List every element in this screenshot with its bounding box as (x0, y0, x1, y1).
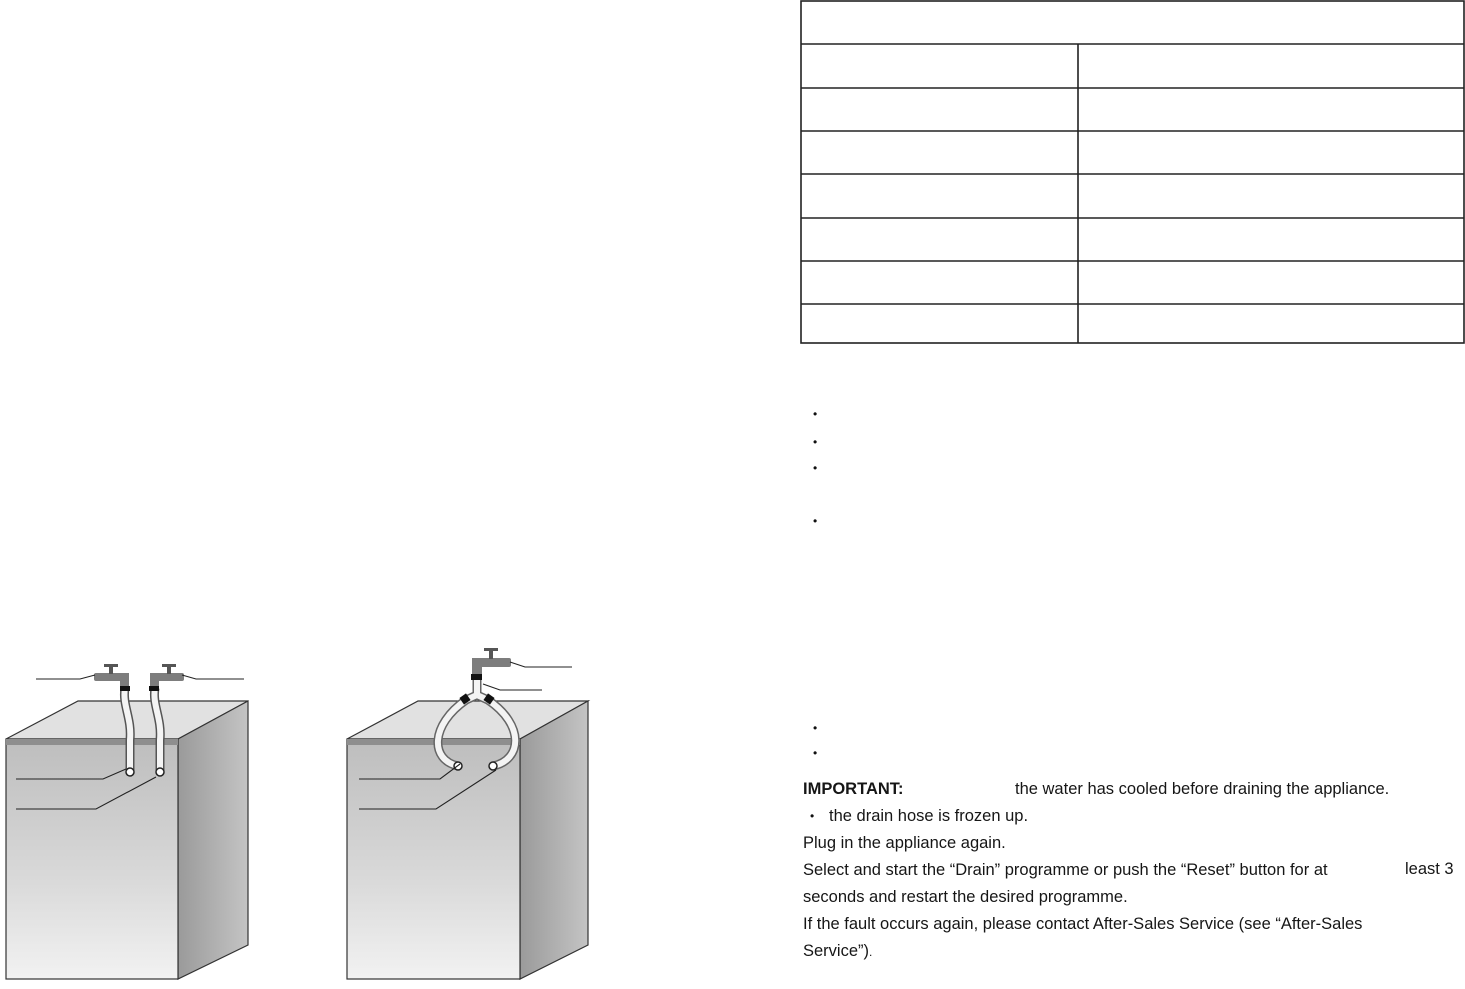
tap-icon (94, 664, 130, 691)
outlet-icon (489, 762, 497, 770)
bullet-marker (813, 462, 817, 474)
bullet-marker (813, 747, 817, 759)
tap-icon (471, 648, 511, 680)
step-plug-in: Plug in the appliance again. (803, 834, 1006, 852)
fault-line2-period: . (869, 945, 873, 959)
step-select-line1: Select and start the “Drain” programme or push the “Reset” button for at (803, 861, 1328, 879)
bullet-marker (810, 810, 814, 822)
step-select-line2: seconds and restart the desired programme. (803, 888, 1128, 906)
step-fault-line1: If the fault occurs again, please contact After-Sales Service (see “After-Sales (803, 915, 1363, 933)
tap-icon (149, 664, 184, 691)
bullet-marker (813, 515, 817, 527)
important-label: IMPORTANT: (803, 780, 904, 798)
bullet-marker (813, 722, 817, 734)
bullet-marker (813, 408, 817, 420)
outlet-icon (156, 768, 164, 776)
step-fault-line2 (803, 941, 872, 962)
fault-line2-text: Service”) (803, 942, 870, 960)
cabinet-right (347, 680, 588, 979)
important-text: the water has cooled before draining the appliance. (1015, 780, 1390, 798)
outlet-icon (126, 768, 134, 776)
frozen-item: the drain hose is frozen up. (829, 807, 1029, 825)
step-select-tail: least 3 (1405, 860, 1454, 878)
cabinet-left (6, 688, 248, 979)
hose-connection-illustration (0, 630, 600, 989)
bullet-marker (813, 436, 817, 448)
spec-table (800, 0, 1465, 344)
